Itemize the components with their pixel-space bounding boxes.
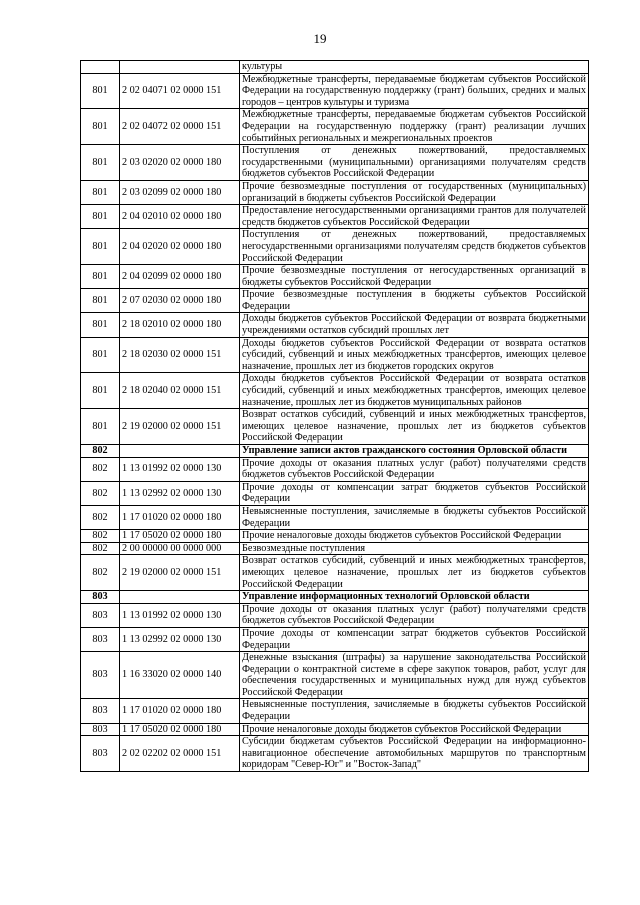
- admin-code-cell: 802: [81, 542, 120, 555]
- revenue-name-cell: Доходы бюджетов субъектов Российской Федерации от возврата бюджетными учреждениями остатков субсидий прошлых лет: [240, 313, 589, 337]
- admin-code-cell: 802: [81, 505, 120, 529]
- revenue-code-cell: 1 17 05020 02 0000 180: [120, 530, 240, 543]
- table-row: [81, 699, 589, 723]
- revenue-name-cell: Межбюджетные трансферты, передаваемые бюджетам субъектов Российской Федерации на государственную поддержку (грант) реализации лучших событийных региональных и межрегиональных проектов: [240, 109, 589, 145]
- table-row: [81, 337, 589, 373]
- admin-code-cell: 801: [81, 109, 120, 145]
- table-row: [81, 205, 589, 229]
- admin-code-cell: 803: [81, 627, 120, 651]
- revenue-name-cell: Денежные взыскания (штрафы) за нарушение законодательства Российской Федерации о контрактной системе в сфере закупок товаров, работ, услуг для обеспечения государственных и муниципальных нужд для нужд субъектов Российской Федерации: [240, 652, 589, 699]
- table-row: [81, 591, 589, 604]
- revenue-name-cell: Межбюджетные трансферты, передаваемые бюджетам субъектов Российской Федерации на государственную поддержку (грант) больших, средних и малых городов – центров культуры и туризма: [240, 73, 589, 109]
- admin-code-cell: 803: [81, 603, 120, 627]
- table-row: [81, 652, 589, 699]
- table-row: [81, 73, 589, 109]
- revenue-code-cell: 2 02 02202 02 0000 151: [120, 736, 240, 772]
- admin-code-cell: 802: [81, 445, 120, 458]
- table-row: [81, 61, 589, 74]
- admin-code-cell: 801: [81, 289, 120, 313]
- revenue-code-cell: 1 17 05020 02 0000 180: [120, 723, 240, 736]
- revenue-code-cell: 2 18 02040 02 0000 151: [120, 373, 240, 409]
- revenue-name-cell: Доходы бюджетов субъектов Российской Федерации от возврата остатков субсидий, субвенций и иных межбюджетных трансфертов, имеющих целевое назначение, прошлых лет из бюджетов муниципальных районов: [240, 373, 589, 409]
- revenue-code-cell: 2 19 02000 02 0000 151: [120, 555, 240, 591]
- revenue-code-cell: [120, 445, 240, 458]
- revenue-code-cell: 2 04 02020 02 0000 180: [120, 229, 240, 265]
- revenue-code-cell: 1 13 02992 02 0000 130: [120, 627, 240, 651]
- admin-code-cell: 801: [81, 73, 120, 109]
- revenue-name-cell: Прочие неналоговые доходы бюджетов субъектов Российской Федерации: [240, 723, 589, 736]
- revenue-code-cell: 2 19 02000 02 0000 151: [120, 409, 240, 445]
- table-row: [81, 505, 589, 529]
- table-row: [81, 736, 589, 772]
- table-row: [81, 603, 589, 627]
- table-row: [81, 627, 589, 651]
- revenue-name-cell: Невыясненные поступления, зачисляемые в бюджеты субъектов Российской Федерации: [240, 505, 589, 529]
- revenue-name-cell: Безвозмездные поступления: [240, 542, 589, 555]
- admin-code-cell: 801: [81, 180, 120, 204]
- table-row: [81, 542, 589, 555]
- admin-code-cell: 801: [81, 145, 120, 181]
- revenue-codes-table: [80, 60, 589, 772]
- revenue-name-cell: Прочие доходы от компенсации затрат бюджетов субъектов Российской Федерации: [240, 481, 589, 505]
- revenue-name-cell: культуры: [240, 61, 589, 74]
- revenue-name-cell: Прочие безвозмездные поступления от государственных (муниципальных) организаций в бюджеты субъектов Российской Федерации: [240, 180, 589, 204]
- admin-code-cell: 803: [81, 699, 120, 723]
- revenue-name-cell: Поступления от денежных пожертвований, предоставляемых негосударственными организациями получателям средств бюджетов субъектов Российской Федерации: [240, 229, 589, 265]
- revenue-code-cell: 2 07 02030 02 0000 180: [120, 289, 240, 313]
- revenue-code-cell: 2 04 02010 02 0000 180: [120, 205, 240, 229]
- admin-code-cell: 803: [81, 591, 120, 604]
- admin-code-cell: [81, 61, 120, 74]
- revenue-code-cell: 2 18 02030 02 0000 151: [120, 337, 240, 373]
- page-number: 19: [313, 31, 327, 46]
- table-row: [81, 445, 589, 458]
- revenue-code-cell: [120, 61, 240, 74]
- admin-code-cell: 802: [81, 481, 120, 505]
- revenue-code-cell: 1 13 01992 02 0000 130: [120, 457, 240, 481]
- revenue-name-cell: Невыясненные поступления, зачисляемые в бюджеты субъектов Российской Федерации: [240, 699, 589, 723]
- revenue-name-cell: Прочие доходы от оказания платных услуг (работ) получателями средств бюджетов субъектов Российской Федерации: [240, 603, 589, 627]
- admin-code-cell: 803: [81, 723, 120, 736]
- revenue-name-cell: Доходы бюджетов субъектов Российской Федерации от возврата остатков субсидий, субвенций и иных межбюджетных трансфертов, имеющих целевое назначение, прошлых лет из бюджетов городских округов: [240, 337, 589, 373]
- revenue-name-cell: Управление записи актов гражданского состояния Орловской области: [240, 445, 589, 458]
- revenue-code-cell: 2 02 04071 02 0000 151: [120, 73, 240, 109]
- revenue-name-cell: Возврат остатков субсидий, субвенций и иных межбюджетных трансфертов, имеющих целевое назначение, прошлых лет из бюджетов субъектов Российской Федерации: [240, 409, 589, 445]
- table-body: [81, 61, 589, 772]
- table-row: [81, 530, 589, 543]
- revenue-name-cell: Прочие неналоговые доходы бюджетов субъектов Российской Федерации: [240, 530, 589, 543]
- table-row: [81, 289, 589, 313]
- admin-code-cell: 801: [81, 229, 120, 265]
- table-row: [81, 180, 589, 204]
- revenue-name-cell: Предоставление негосударственными организациями грантов для получателей средств бюджетов субъектов Российской Федерации: [240, 205, 589, 229]
- revenue-code-cell: 1 16 33020 02 0000 140: [120, 652, 240, 699]
- admin-code-cell: 801: [81, 337, 120, 373]
- revenue-code-cell: 1 17 01020 02 0000 180: [120, 505, 240, 529]
- revenue-code-cell: 1 17 01020 02 0000 180: [120, 699, 240, 723]
- table-row: [81, 109, 589, 145]
- revenue-code-cell: 2 03 02020 02 0000 180: [120, 145, 240, 181]
- table-row: [81, 265, 589, 289]
- admin-code-cell: 801: [81, 409, 120, 445]
- admin-code-cell: 802: [81, 457, 120, 481]
- admin-code-cell: 801: [81, 205, 120, 229]
- revenue-name-cell: Прочие доходы от оказания платных услуг (работ) получателями средств бюджетов субъектов Российской Федерации: [240, 457, 589, 481]
- revenue-code-cell: 2 03 02099 02 0000 180: [120, 180, 240, 204]
- admin-code-cell: 801: [81, 313, 120, 337]
- admin-code-cell: 803: [81, 652, 120, 699]
- revenue-name-cell: Прочие доходы от компенсации затрат бюджетов субъектов Российской Федерации: [240, 627, 589, 651]
- table-row: [81, 313, 589, 337]
- table-row: [81, 409, 589, 445]
- revenue-code-cell: 2 00 00000 00 0000 000: [120, 542, 240, 555]
- admin-code-cell: 803: [81, 736, 120, 772]
- revenue-name-cell: Субсидии бюджетам субъектов Российской Федерации на информационно-навигационное обеспечение автомобильных маршрутов по транспортным коридорам "Север-Юг" и "Восток-Запад": [240, 736, 589, 772]
- table-row: [81, 481, 589, 505]
- revenue-code-cell: 1 13 01992 02 0000 130: [120, 603, 240, 627]
- revenue-name-cell: Прочие безвозмездные поступления от негосударственных организаций в бюджеты субъектов Российской Федерации: [240, 265, 589, 289]
- table-row: [81, 373, 589, 409]
- admin-code-cell: 801: [81, 373, 120, 409]
- table-row: [81, 145, 589, 181]
- revenue-name-cell: Управление информационных технологий Орловской области: [240, 591, 589, 604]
- revenue-name-cell: Возврат остатков субсидий, субвенций и иных межбюджетных трансфертов, имеющих целевое назначение, прошлых лет из бюджетов субъектов Российской Федерации: [240, 555, 589, 591]
- revenue-code-cell: 2 18 02010 02 0000 180: [120, 313, 240, 337]
- admin-code-cell: 802: [81, 530, 120, 543]
- table-row: [81, 723, 589, 736]
- revenue-code-cell: [120, 591, 240, 604]
- table-row: [81, 229, 589, 265]
- admin-code-cell: 802: [81, 555, 120, 591]
- revenue-name-cell: Прочие безвозмездные поступления в бюджеты субъектов Российской Федерации: [240, 289, 589, 313]
- admin-code-cell: 801: [81, 265, 120, 289]
- revenue-code-cell: 2 04 02099 02 0000 180: [120, 265, 240, 289]
- revenue-name-cell: Поступления от денежных пожертвований, предоставляемых государственными (муниципальными) организациями получателям средств бюджетов субъектов Российской Федерации: [240, 145, 589, 181]
- revenue-code-cell: 1 13 02992 02 0000 130: [120, 481, 240, 505]
- table-row: [81, 457, 589, 481]
- revenue-code-cell: 2 02 04072 02 0000 151: [120, 109, 240, 145]
- table-row: [81, 555, 589, 591]
